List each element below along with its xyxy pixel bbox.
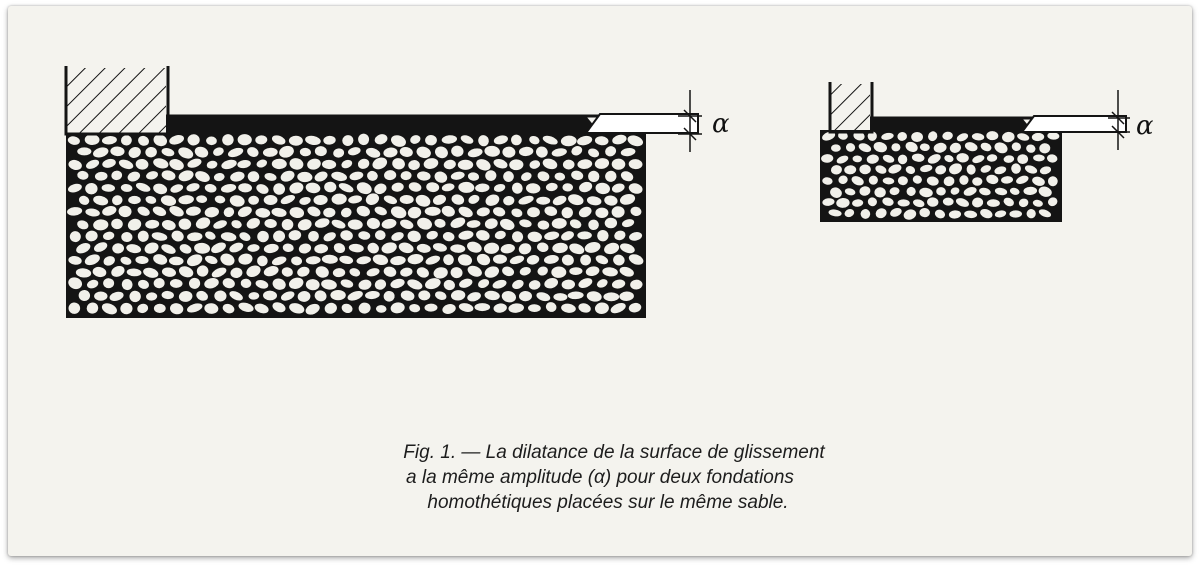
large-sand-mass bbox=[66, 132, 646, 318]
figure-caption bbox=[8, 440, 1192, 515]
small-footing bbox=[830, 82, 872, 132]
large-slip-surface bbox=[166, 114, 698, 133]
sand-grain bbox=[77, 147, 91, 155]
caption-line-1: Fig. 1. — La dilatance de la surface de glissement bbox=[403, 442, 825, 463]
sand-grain bbox=[264, 195, 278, 205]
sand-grain bbox=[458, 160, 473, 170]
sand-grain bbox=[94, 292, 107, 301]
sand-grain bbox=[972, 177, 982, 186]
sand-grain bbox=[527, 207, 540, 217]
sand-grain bbox=[475, 303, 491, 311]
caption-line-2: a la même amplitude (α) pour deux fondations bbox=[406, 467, 794, 488]
sand-grain bbox=[891, 143, 900, 151]
sand-grain bbox=[154, 304, 166, 313]
small-foundation-diagram bbox=[820, 82, 1154, 222]
small-alpha-label: α bbox=[1136, 111, 1154, 141]
sand-grain bbox=[536, 197, 550, 205]
large-footing bbox=[66, 66, 168, 134]
sand-grain bbox=[595, 208, 608, 218]
sand-grain bbox=[128, 196, 141, 204]
sand-grain bbox=[603, 292, 619, 301]
foundation-diagram bbox=[8, 6, 1192, 436]
small-sand-mass bbox=[820, 130, 1062, 222]
sand-grain bbox=[1017, 154, 1028, 164]
sand-grain bbox=[425, 207, 441, 216]
large-alpha-label: α bbox=[712, 109, 730, 139]
figure-page bbox=[8, 6, 1192, 556]
large-foundation-diagram bbox=[66, 66, 730, 318]
sand-grain bbox=[330, 290, 345, 300]
caption-line-3: homothétiques placées sur le même sable. bbox=[427, 492, 789, 513]
small-slip-surface bbox=[870, 116, 1126, 132]
